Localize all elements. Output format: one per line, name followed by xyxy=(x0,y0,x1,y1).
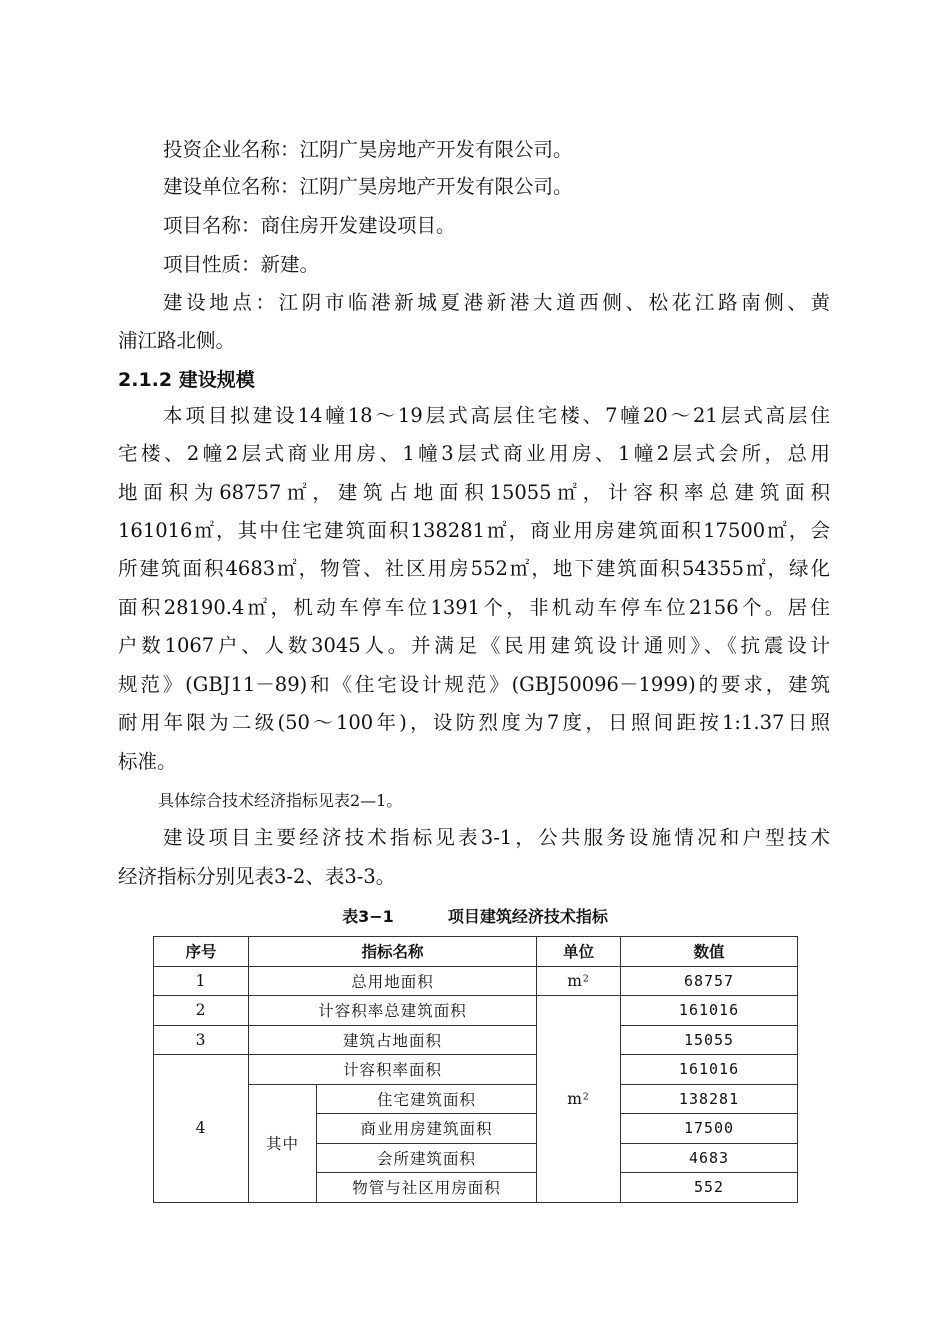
sub-group-label: 其中 xyxy=(249,1084,317,1202)
row-name: 住宅建筑面积 xyxy=(317,1084,537,1114)
body-line: 宅楼、2幢2层式商业用房、1幢3层式商业用房、1幢2层式会所，总用 xyxy=(118,442,830,465)
body-line: 本项目拟建设14幢18～19层式高层住宅楼、7幢20～21层式高层住 xyxy=(163,404,830,427)
table-row xyxy=(154,1084,798,1114)
row-value: 161016 xyxy=(621,996,798,1026)
row-value: 4683 xyxy=(621,1143,798,1173)
header-seq: 序号 xyxy=(154,937,249,967)
body-line: 耐用年限为二级(50～100年)，设防烈度为7度，日照间距按1:1.37日照 xyxy=(118,711,830,734)
row-unit xyxy=(537,966,621,996)
body-line: 地面积为68757㎡，建筑占地面积15055㎡，计容积率总建筑面积 xyxy=(118,481,830,504)
location-line-1: 建设地点：江阴市临港新城夏港新港大道西侧、松花江路南侧、黄 xyxy=(163,291,830,314)
table-row xyxy=(154,996,798,1026)
section-heading: 2.1.2 建设规模 xyxy=(118,369,255,391)
unit-base: m xyxy=(567,971,583,990)
row-value: 15055 xyxy=(621,1025,798,1055)
row-name: 商业用房建筑面积 xyxy=(317,1114,537,1144)
row-name: 总用地面积 xyxy=(249,966,537,996)
row-seq: 2 xyxy=(154,996,249,1026)
reference-line-1: 建设项目主要经济技术指标见表3-1，公共服务设施情况和户型技术 xyxy=(163,826,830,849)
body-line: 161016㎡，其中住宅建筑面积138281㎡，商业用房建筑面积17500㎡，会 xyxy=(118,519,830,542)
row-seq: 1 xyxy=(154,966,249,996)
table-header-row xyxy=(154,937,798,967)
row-value: 552 xyxy=(621,1173,798,1203)
project-name-line: 项目名称：商住房开发建设项目。 xyxy=(163,214,456,237)
row-name: 计容积率总建筑面积 xyxy=(249,996,537,1026)
table-caption-number: 表3−1 xyxy=(342,907,394,926)
row-value: 161016 xyxy=(621,1055,798,1085)
table-row xyxy=(154,966,798,996)
row-name: 会所建筑面积 xyxy=(317,1143,537,1173)
location-line-2: 浦江路北侧。 xyxy=(118,329,236,352)
unit-base: m xyxy=(567,1089,583,1108)
table-caption xyxy=(0,906,950,928)
header-value: 数值 xyxy=(621,937,798,967)
table-caption-title: 项目建筑经济技术指标 xyxy=(447,907,608,926)
table-row xyxy=(154,1025,798,1055)
row-value: 138281 xyxy=(621,1084,798,1114)
investor-line: 投资企业名称：江阴广昊房地产开发有限公司。 xyxy=(163,138,573,161)
row-seq: 3 xyxy=(154,1025,249,1055)
body-line: 标准。 xyxy=(118,750,177,773)
reference-line-2: 经济指标分别见表3-2、表3-3。 xyxy=(118,865,396,888)
row-value: 17500 xyxy=(621,1114,798,1144)
body-line: 户数1067户、人数3045人。并满足《民用建筑设计通则》、《抗震设计 xyxy=(118,634,830,657)
indicator-table xyxy=(153,936,798,1203)
row-name: 物管与社区用房面积 xyxy=(317,1173,537,1203)
header-unit: 单位 xyxy=(537,937,621,967)
row-name: 建筑占地面积 xyxy=(249,1025,537,1055)
row-unit-merged xyxy=(537,996,621,1203)
row-value: 68757 xyxy=(621,966,798,996)
body-line: 所建筑面积4683㎡，物管、社区用房552㎡，地下建筑面积54355㎡，绿化 xyxy=(118,557,830,580)
header-name: 指标名称 xyxy=(249,937,537,967)
unit-exponent: 2 xyxy=(582,1091,590,1103)
body-line: 规范》(GBJ11－89)和《住宅设计规范》(GBJ50096－1999)的要求，建筑 xyxy=(118,673,830,696)
table-row xyxy=(154,1055,798,1085)
body-line: 面积28190.4㎡，机动车停车位1391个，非机动车停车位2156个。居住 xyxy=(118,596,830,619)
unit-exponent: 2 xyxy=(582,973,590,985)
row-name: 计容积率面积 xyxy=(249,1055,537,1085)
row-seq: 4 xyxy=(154,1055,249,1203)
project-nature-line: 项目性质：新建。 xyxy=(163,253,320,276)
table-note: 具体综合技术经济指标见表2—1。 xyxy=(158,791,403,810)
builder-line: 建设单位名称：江阴广昊房地产开发有限公司。 xyxy=(163,175,573,198)
